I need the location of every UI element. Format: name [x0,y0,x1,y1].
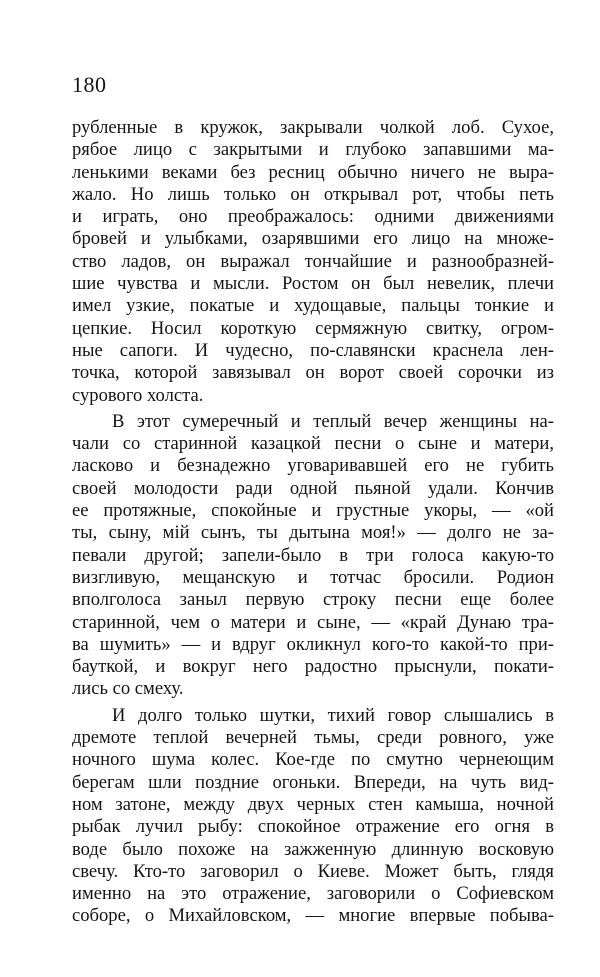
text-line: соборе, о Михайловском, — многие впервые побыва- [72,905,554,927]
text-line: воде было похоже на зажженную длинную восковую [72,838,554,860]
text-line: ные сапоги. И чудесно, по-славянски краснела лен- [72,339,554,361]
text-line: И долго только шутки, тихий говор слышались в [112,704,554,726]
page-number: 180 [72,72,107,97]
paragraph [72,411,554,701]
paragraph [72,705,554,928]
text-line: лись со смеху. [72,678,184,700]
text-line: именно на это отражение, заговорили о Софиевском [72,883,554,905]
text-line: берегам шли поздние огоньки. Впереди, на чуть вид- [72,771,554,793]
text-line: ленькими веками без ресниц обычно ничего не выра- [72,161,554,183]
text-line: ее протяжные, спокойные и грустные укоры, — «ой [72,500,554,522]
text-line: ночного шума колес. Кое-где по смутно чернеющим [72,749,554,771]
body-text [72,117,554,928]
text-line: рыбак лучил рыбу: спокойное отражение его огня в [72,816,554,838]
text-line: свечу. Кто-то заговорил о Киеве. Может быть, глядя [72,860,554,882]
text-line: В этот сумеречный и теплый вечер женщины на- [112,410,554,432]
paragraph [72,117,554,407]
text-line: ласково и безнадежно уговаривавшей его не губить [72,455,554,477]
text-line: ва шумить» — и вдруг окликнул кого-то какой-то при- [72,633,554,655]
text-line: цепкие. Носил короткую сермяжную свитку, огром- [72,317,554,339]
text-line: певали другой; запели-было в три голоса какую-то [72,544,554,566]
text-line: ном затоне, между двух черных стен камыша, ночной [72,793,554,815]
text-line: своей молодости ради одной пьяной удали. Кончив [72,477,554,499]
text-line: и играть, оно преображалось: одними движениями [72,206,554,228]
text-line: дремоте теплой вечерней тьмы, среди ровного, уже [72,727,554,749]
text-line: ты, сыну, мій сынъ, ты дытына моя!» — долго не за- [72,522,554,544]
text-line: бровей и улыбками, озарявшими его лицо на множе- [72,228,554,250]
text-line: старинной, чем о матери и сыне, — «край Дунаю тра- [72,611,554,633]
text-line: жало. Но лишь только он открывал рот, чтобы петь [72,183,554,205]
text-line: сурового холста. [72,384,204,406]
text-line: ство ладов, он выражал тончайшие и разнообразней- [72,250,554,272]
text-line: имел узкие, покатые и худощавые, пальцы тонкие и [72,295,554,317]
text-line: визгливую, мещанскую и тотчас бросили. Родион [72,566,554,588]
text-line: рубленные в кружок, закрывали чолкой лоб. Сухое, [72,117,554,138]
text-line: бауткой, и вокруг него радостно прыснули, покати- [72,656,554,678]
text-line: рябое лицо с закрытыми и глубоко запавшими ма- [72,139,554,161]
text-line: точка, которой завязывал он ворот своей сорочки из [72,362,554,384]
text-line: вполголоса заныл первую строку песни еще более [72,589,554,611]
text-line: чали со старинной казацкой песни о сыне и матери, [72,433,554,455]
text-line: шие чувства и мысли. Ростом он был невелик, плечи [72,273,554,295]
